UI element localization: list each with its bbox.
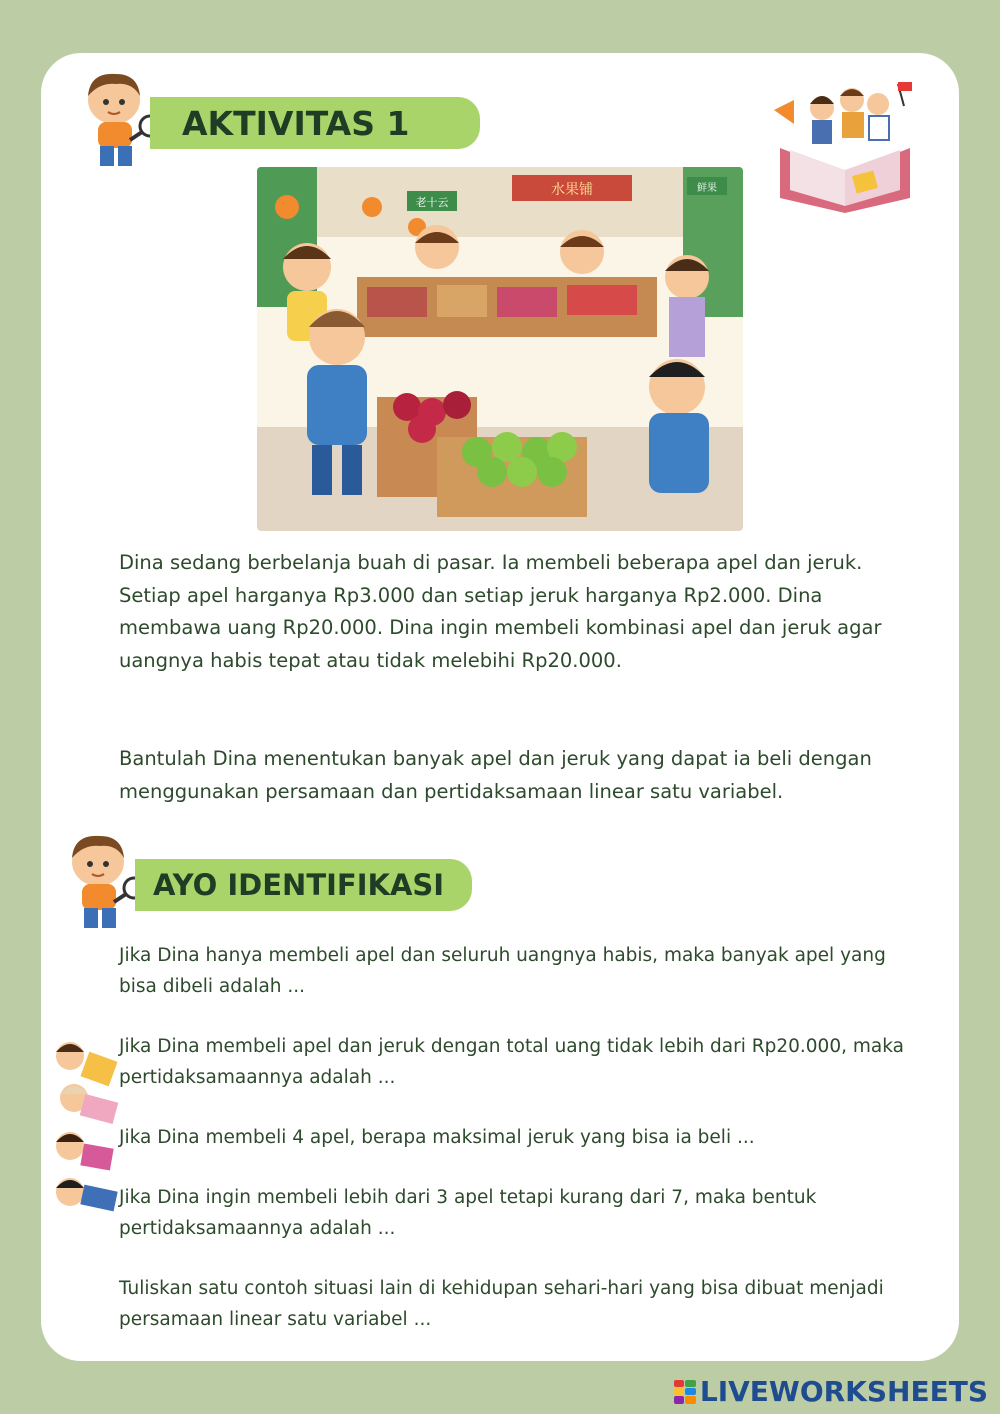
- identify-question-4: Jika Dina ingin membeli lebih dari 3 apel tetapi kurang dari 7, maka bentuk pertidaksamaannya adalah ...: [119, 1187, 817, 1239]
- kid-magnifier-icon: [72, 68, 162, 176]
- identify-question-5: Tuliskan satu contoh situasi lain di kehidupan sehari-hari yang bisa dibuat menjadi persamaan linear satu variabel ...: [119, 1278, 884, 1330]
- activity-paragraph-1: Dina sedang berbelanja buah di pasar. Ia membeli beberapa apel dan jeruk. Setiap apel harganya Rp3.000 dan setiap jeruk harganya Rp2.000. Dina membawa uang Rp20.000. Dina ingin membeli kombinasi apel dan jeruk agar uangnya habis tepat atau tidak melebihi Rp20.000.: [119, 551, 882, 672]
- kids-group-icon: [44, 1036, 120, 1212]
- liveworksheets-brand: LIVEWORKSHEETS: [699, 1375, 988, 1408]
- identify-question-2: Jika Dina membeli apel dan jeruk dengan total uang tidak lebih dari Rp20.000, maka pertidaksamaannya adalah ...: [119, 1036, 904, 1088]
- activity-title: AKTIVITAS 1: [182, 103, 410, 143]
- market-illustration: [257, 167, 743, 531]
- shop-sign-2: 水果铺: [551, 182, 593, 198]
- identify-title-banner: [135, 859, 472, 911]
- shop-sign-3: 鲜果: [697, 183, 717, 194]
- activity-title-banner: [150, 97, 480, 149]
- liveworksheets-mark-icon: [674, 1380, 696, 1404]
- activity-paragraph-2: Bantulah Dina menentukan banyak apel dan jeruk yang dapat ia beli dengan menggunakan persamaan dan pertidaksamaan linear satu variabel.: [119, 747, 872, 803]
- identify-question-3: Jika Dina membeli 4 apel, berapa maksimal jeruk yang bisa ia beli ...: [119, 1127, 755, 1148]
- identify-question-1: Jika Dina hanya membeli apel dan seluruh uangnya habis, maka banyak apel yang bisa dibeli adalah ...: [119, 945, 886, 997]
- identify-title: AYO IDENTIFIKASI: [153, 868, 445, 902]
- shop-sign-1: 老十云: [415, 196, 449, 209]
- liveworksheets-logo: [674, 1375, 988, 1408]
- kid-magnifier-icon: [56, 830, 146, 938]
- kids-book-icon: [770, 78, 920, 213]
